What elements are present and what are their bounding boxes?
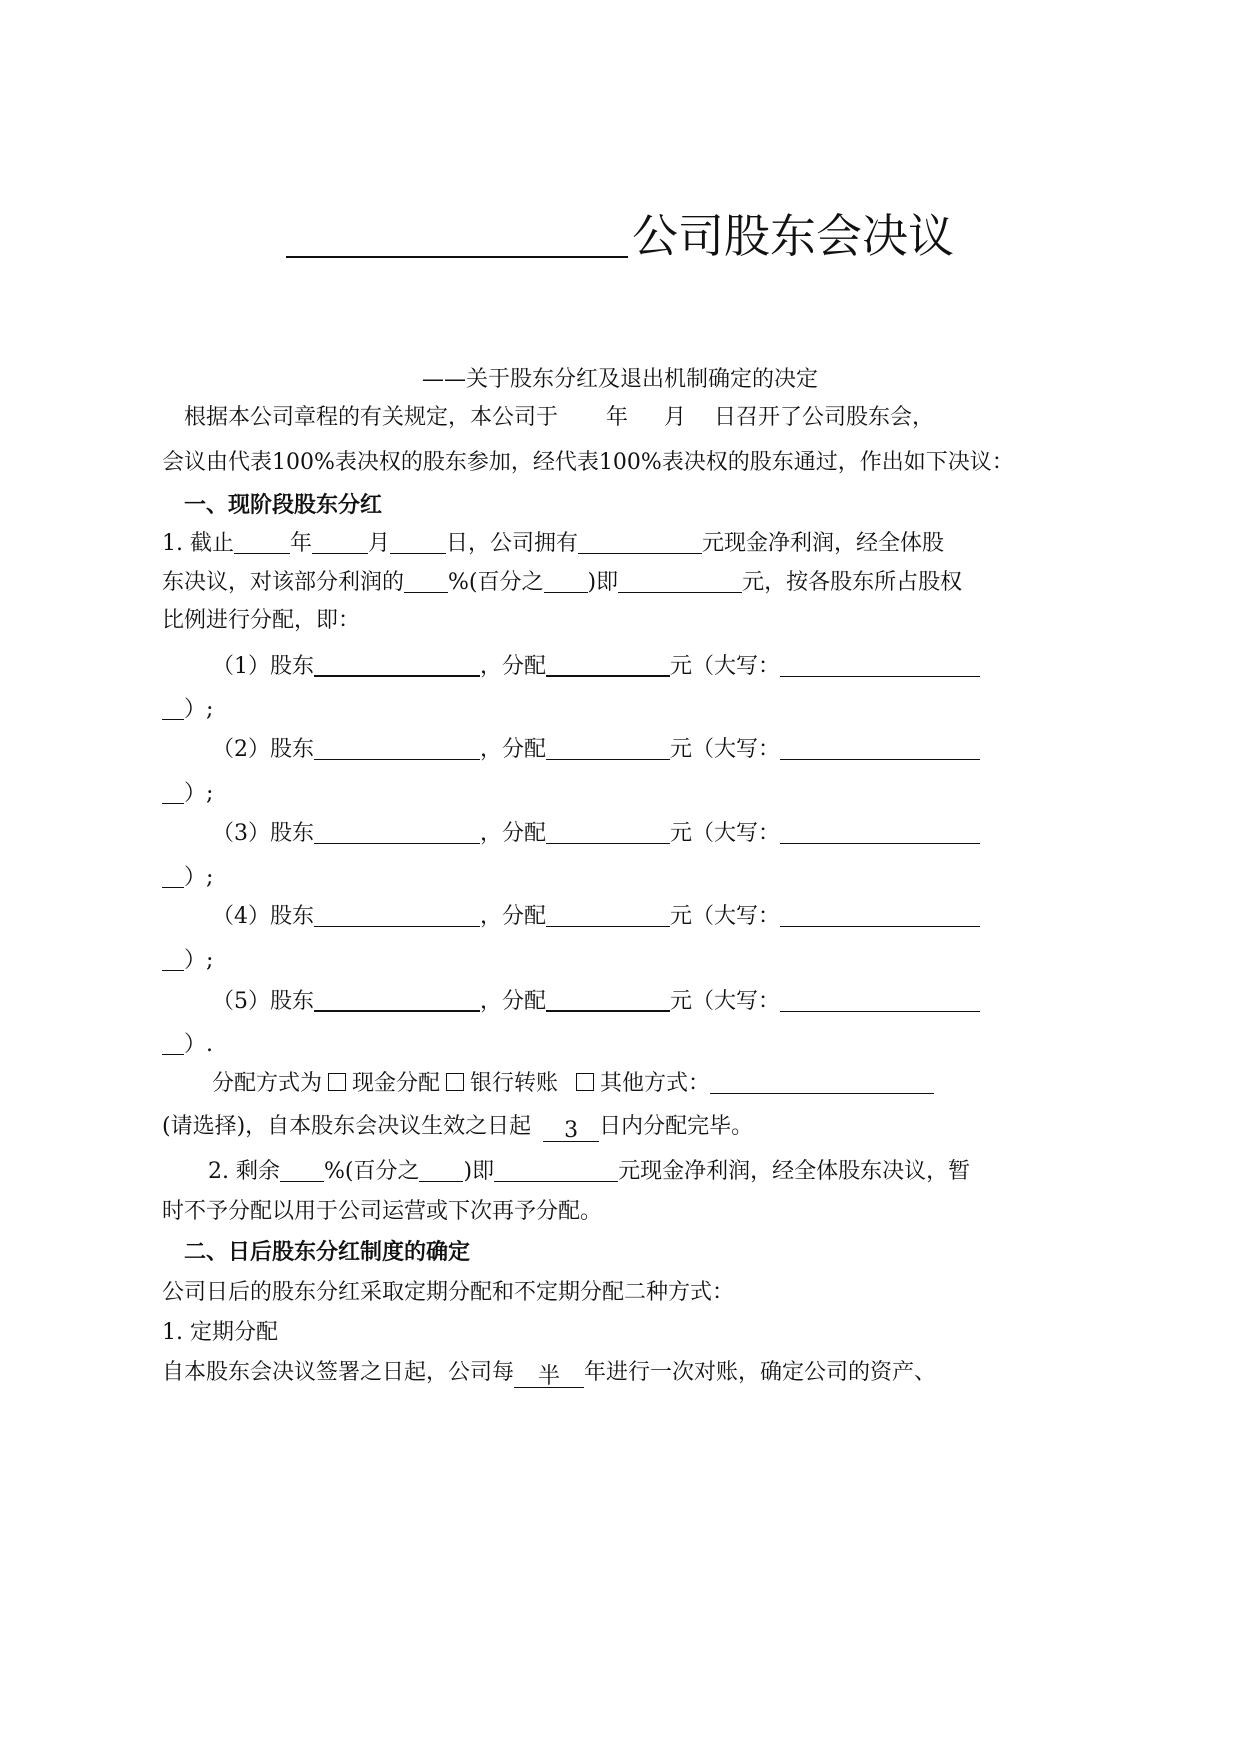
item2-line-1: 2. 剩余 %(百分之 )即 元现金净利润，经全体股东决议，暂 <box>208 1155 970 1188</box>
shareholder-row-2-end: ）; <box>162 777 213 810</box>
section2-subheading: 1. 定期分配 <box>162 1320 278 1345</box>
shareholder-amount-words-blank-cont[interactable] <box>162 1028 184 1055</box>
shareholder-amount-words-blank-cont[interactable] <box>162 693 184 720</box>
net-profit-blank[interactable] <box>578 527 702 554</box>
shareholder-amount-words-blank-cont[interactable] <box>162 777 184 804</box>
distribution-method-line: 分配方式为 现金分配 银行转账 其他方式： <box>212 1067 934 1100</box>
item1-line-1: 1. 截止 年 月 日，公司拥有 元现金净利润，经全体股 <box>162 527 944 560</box>
period-value[interactable]: 半 <box>514 1361 584 1388</box>
bank-transfer-checkbox[interactable] <box>446 1073 464 1091</box>
shareholder-row-5: （5）股东 ，分配 元（大写： <box>212 984 980 1018</box>
remaining-amount-blank[interactable] <box>494 1155 618 1182</box>
section1-heading: 一、现阶段股东分红 <box>184 493 383 518</box>
shareholder-name-blank[interactable] <box>314 649 480 677</box>
shareholder-name-blank[interactable] <box>314 984 480 1012</box>
shareholder-name-blank[interactable] <box>314 900 480 927</box>
shareholder-row-3-end: ）; <box>162 861 213 894</box>
shareholder-amount-blank[interactable] <box>546 649 670 677</box>
shareholder-row-4: （4）股东 ，分配 元（大写： <box>212 900 980 933</box>
distribution-days[interactable]: 3 <box>543 1115 599 1142</box>
intro-line-2: 会议由代表100%表决权的股东参加，经代表100%表决权的股东通过，作出如下决议： <box>162 450 1014 475</box>
cutoff-day-blank[interactable] <box>390 527 446 554</box>
other-method-blank[interactable] <box>710 1067 934 1094</box>
shareholder-row-4-end: ）; <box>162 944 213 977</box>
percent-words-blank[interactable] <box>544 566 588 593</box>
distribution-deadline-line: (请选择)，自本股东会决议生效之日起 3 日内分配完毕。 <box>162 1114 754 1143</box>
shareholder-amount-words-blank-cont[interactable] <box>162 861 184 888</box>
other-method-checkbox[interactable] <box>576 1073 594 1091</box>
remaining-percent-words-blank[interactable] <box>419 1155 463 1182</box>
shareholder-amount-blank[interactable] <box>546 900 670 927</box>
shareholder-row-1: （1）股东 ，分配 元（大写： <box>212 649 980 683</box>
item1-line-2: 东决议，对该部分利润的 %(百分之 )即 元，按各股东所占股权 <box>162 566 962 599</box>
document-subtitle: ——关于股东分红及退出机制确定的决定 <box>421 367 818 392</box>
remaining-percent-blank[interactable] <box>280 1155 324 1182</box>
cash-checkbox[interactable] <box>328 1073 346 1091</box>
section2-heading: 二、日后股东分红制度的确定 <box>184 1240 471 1265</box>
shareholder-amount-words-blank-cont[interactable] <box>162 944 184 971</box>
shareholder-amount-words-blank[interactable] <box>780 985 980 1012</box>
shareholder-amount-blank[interactable] <box>546 984 670 1012</box>
document-title <box>0 200 1240 266</box>
shareholder-name-blank[interactable] <box>314 733 480 760</box>
item2-line-2: 时不予分配以用于公司运营或下次再予分配。 <box>162 1199 603 1224</box>
percent-blank[interactable] <box>404 566 448 593</box>
company-name-blank[interactable] <box>286 216 628 258</box>
shareholder-amount-words-blank[interactable] <box>780 900 980 927</box>
shareholder-row-2: （2）股东 ，分配 元（大写： <box>212 733 980 766</box>
intro-line-1: 根据本公司章程的有关规定，本公司于 年 月 日召开了公司股东会， <box>184 405 935 430</box>
section2-paragraph: 公司日后的股东分红采取定期分配和不定期分配二种方式： <box>162 1280 735 1305</box>
shareholder-amount-words-blank[interactable] <box>780 817 980 844</box>
shareholder-row-5-end: ）. <box>162 1028 213 1061</box>
title-text: 公司股东会决议 <box>632 209 954 263</box>
item1-line-3: 比例进行分配，即： <box>162 608 361 633</box>
section2-periodic-line: 自本股东会决议签署之日起，公司每 半 年进行一次对账，确定公司的资产、 <box>162 1360 937 1389</box>
shareholder-name-blank[interactable] <box>314 817 480 844</box>
shareholder-amount-blank[interactable] <box>546 733 670 760</box>
shareholder-amount-words-blank[interactable] <box>780 733 980 760</box>
cutoff-month-blank[interactable] <box>312 527 368 554</box>
distribution-amount-blank[interactable] <box>618 566 742 593</box>
cutoff-year-blank[interactable] <box>234 527 290 554</box>
shareholder-amount-words-blank[interactable] <box>780 650 980 677</box>
shareholder-amount-blank[interactable] <box>546 817 670 844</box>
shareholder-row-3: （3）股东 ，分配 元（大写： <box>212 817 980 850</box>
shareholder-row-1-end: ）; <box>162 693 213 726</box>
